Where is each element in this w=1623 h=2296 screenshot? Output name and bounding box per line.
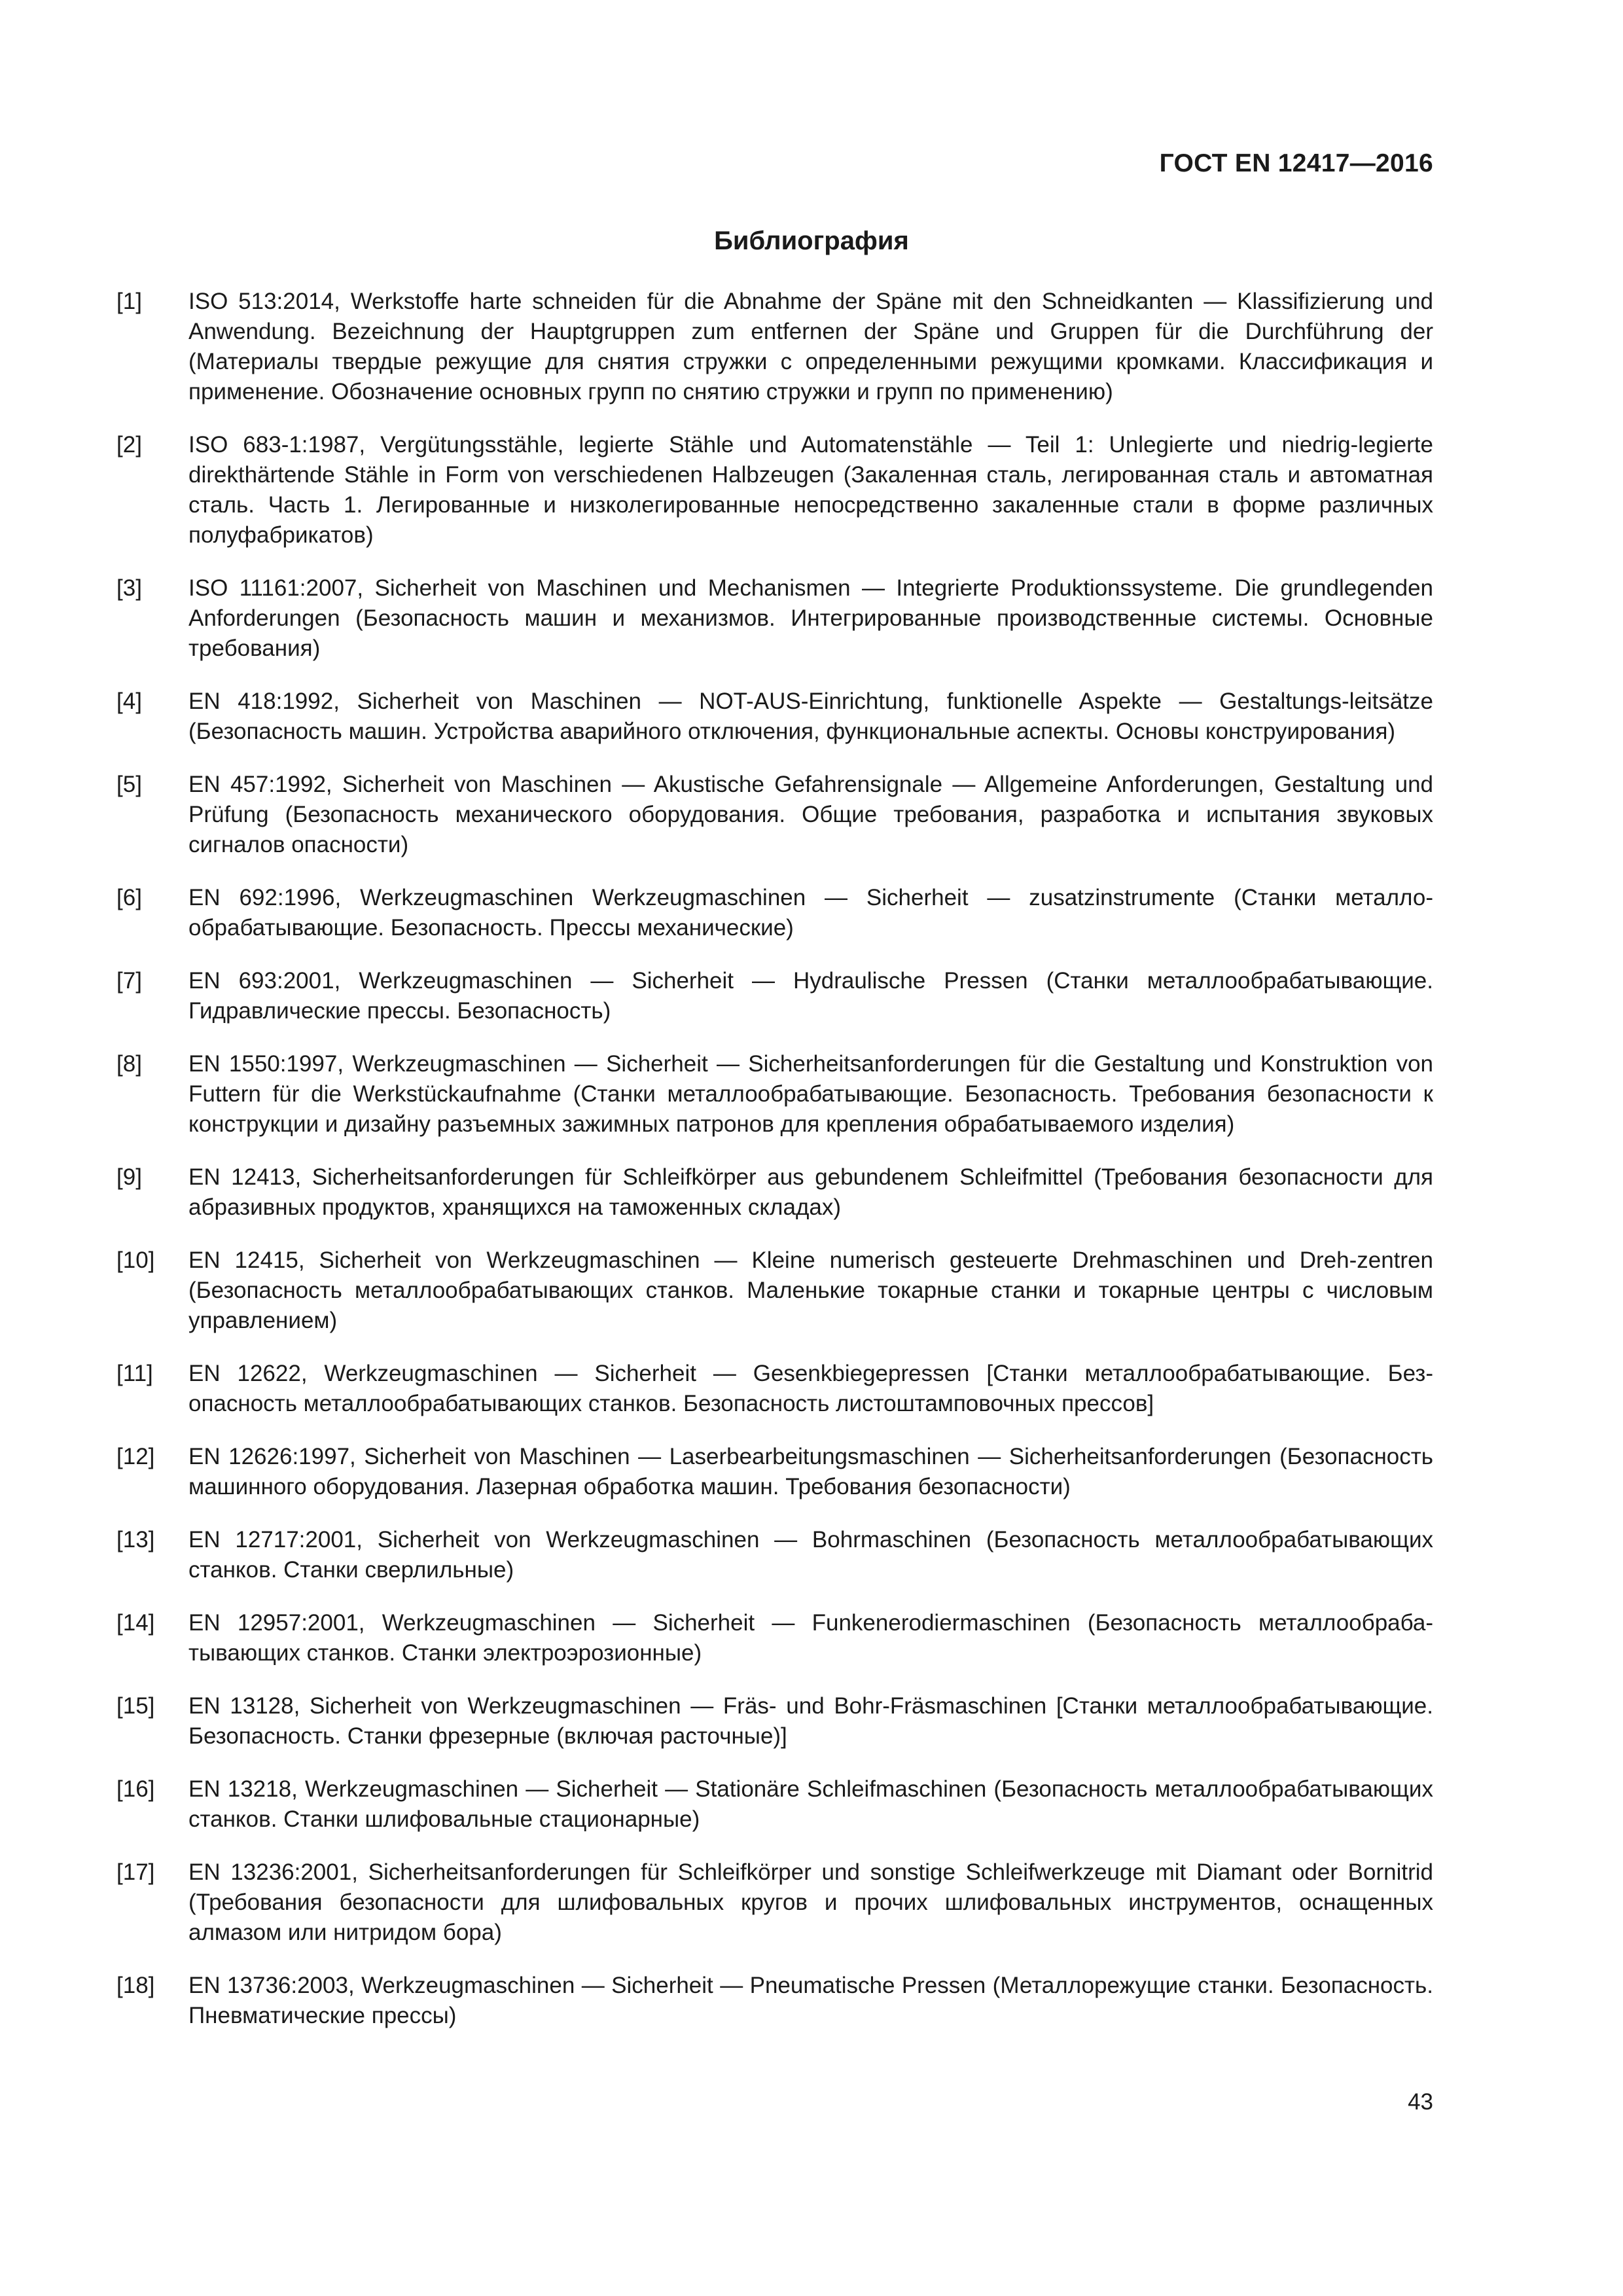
reference-text: ISO 513:2014, Werkstoffe harte schneiden für die Abnahme der Späne mit den Schneidkanten — Klassifizierung und Anwendung. Bezeichnung der Hauptgruppen zum entfernen der Späne und Gruppen für die Durchführung der (Материалы твердые режущие для снятия стружки с определенными режущими кромками. Классификация и применение. Обозначение основных групп по снятию стружки и групп по применению) xyxy=(188,289,1433,404)
reference-item xyxy=(116,1049,1433,1139)
reference-text: ISO 683-1:1987, Vergütungsstähle, legierte Stähle und Automatenstähle — Teil 1: Unlegierte und niedrig-legierte direkthärtende Stähle in Form von verschiedenen Halbzeugen (Закаленная сталь, легированная сталь и автоматная сталь. Часть 1. Легированные и низколегированные непосредственно закаленные стали в форме различных полуфабрикатов) xyxy=(188,432,1433,548)
reference-number: [8] xyxy=(116,1051,142,1077)
reference-item xyxy=(116,966,1433,1026)
reference-text: EN 1550:1997, Werkzeugmaschinen — Sicherheit — Sicherheitsanforderungen für die Gestaltung und Konstruktion von Futtern für die Werkstückaufnahme (Станки металлообрабатывающие. Безопасность. Требования безопасности к конструкции и дизайну разъемных зажимных патронов для крепления обрабатываемого изделия) xyxy=(188,1051,1433,1137)
reference-number: [2] xyxy=(116,432,142,457)
reference-item xyxy=(116,1162,1433,1223)
reference-number: [10] xyxy=(116,1247,155,1273)
reference-number: [14] xyxy=(116,1610,155,1636)
reference-item xyxy=(116,1857,1433,1948)
reference-number: [7] xyxy=(116,968,142,994)
reference-number: [15] xyxy=(116,1693,155,1719)
reference-number: [13] xyxy=(116,1527,155,1552)
reference-text: EN 457:1992, Sicherheit von Maschinen — Akustische Gefahrensignale — Allgemeine Anforderungen, Gestaltung und Prüfung (Безопасность механического оборудования. Общие требования, разработка и испытания звуковых сигналов опасности) xyxy=(188,772,1433,857)
reference-text: EN 13128, Sicherheit von Werkzeugmaschinen — Fräs- und Bohr-Fräsmaschinen [Станки металлообрабатывающие. Безопасность. Станки фрезерные (включая расточные)] xyxy=(188,1693,1433,1749)
reference-item xyxy=(116,1971,1433,2031)
reference-number: [18] xyxy=(116,1973,155,1998)
reference-text: EN 13736:2003, Werkzeugmaschinen — Sicherheit — Pneumatische Pressen (Металлорежущие станки. Безопасность. Пневматические прессы) xyxy=(188,1973,1433,2028)
reference-item xyxy=(116,1525,1433,1585)
reference-list xyxy=(116,287,1433,2054)
reference-text: EN 12413, Sicherheitsanforderungen für Schleifkörper aus gebundenem Schleifmittel (Требования безопасности для абразивных продуктов, хранящихся на таможенных складах) xyxy=(188,1164,1433,1220)
reference-text: ISO 11161:2007, Sicherheit von Maschinen und Mechanismen — Integrierte Produktionssysteme. Die grundlegenden Anforderungen (Безопасность машин и механизмов. Интегрированные производственные системы. Основные требования) xyxy=(188,575,1433,661)
reference-item xyxy=(116,1691,1433,1751)
reference-item xyxy=(116,573,1433,664)
reference-text: EN 13236:2001, Sicherheitsanforderungen für Schleifkörper und sonstige Schleifwerkzeuge mit Diamant oder Bornitrid (Требования безопасности для шлифовальных кругов и прочих шлифовальных инструментов, оснащенных алмазом или нитридом бора) xyxy=(188,1859,1433,1945)
reference-item xyxy=(116,687,1433,747)
section-title: Библиография xyxy=(714,226,909,255)
reference-number: [5] xyxy=(116,772,142,797)
document-header: ГОСТ EN 12417—2016 xyxy=(1159,149,1433,177)
reference-number: [1] xyxy=(116,289,142,314)
reference-text: EN 12957:2001, Werkzeugmaschinen — Sicherheit — Funkenerodiermaschinen (Безопасность металлообрабатывающих станков. Станки электроэрозионные) xyxy=(188,1610,1433,1666)
reference-number: [3] xyxy=(116,575,142,601)
reference-number: [6] xyxy=(116,885,142,910)
reference-text: EN 12626:1997, Sicherheit von Maschinen — Laserbearbeitungsmaschinen — Sicherheitsanforderungen (Безопасность машинного оборудования. Лазерная обработка машин. Требования безопасности) xyxy=(188,1444,1433,1499)
reference-number: [4] xyxy=(116,689,142,714)
reference-text: EN 13218, Werkzeugmaschinen — Sicherheit — Stationäre Schleifmaschinen (Безопасность металлообрабатывающих станков. Станки шлифовальные стационарные) xyxy=(188,1776,1433,1832)
reference-item xyxy=(116,287,1433,407)
reference-text: EN 12622, Werkzeugmaschinen — Sicherheit — Gesenkbiegepressen [Станки металлообрабатывающие. Безопасность металлообрабатывающих станков. Безопасность листоштамповочных прессов] xyxy=(188,1361,1433,1416)
reference-number: [9] xyxy=(116,1164,142,1190)
reference-number: [17] xyxy=(116,1859,155,1885)
reference-item xyxy=(116,1442,1433,1502)
reference-text: EN 693:2001, Werkzeugmaschinen — Sicherheit — Hydraulische Pressen (Станки металлообрабатывающие. Гидравлические прессы. Безопасность) xyxy=(188,968,1433,1024)
reference-item xyxy=(116,1608,1433,1668)
reference-text: EN 12415, Sicherheit von Werkzeugmaschinen — Kleine numerisch gesteuerte Drehmaschinen und Dreh-zentren (Безопасность металлообрабатывающих станков. Маленькие токарные станки и токарные центры с числовым управлением) xyxy=(188,1247,1433,1333)
page-number: 43 xyxy=(1408,2089,1433,2115)
reference-text: EN 418:1992, Sicherheit von Maschinen — NOT-AUS-Einrichtung, funktionelle Aspekte — Gestaltungs-leitsätze (Безопасность машин. Устройства аварийного отключения, функциональные аспекты. Основы конструирования) xyxy=(188,689,1433,744)
reference-number: [12] xyxy=(116,1444,155,1469)
reference-item xyxy=(116,1359,1433,1419)
reference-text: EN 692:1996, Werkzeugmaschinen Werkzeugmaschinen — Sicherheit — zusatzinstrumente (Станки металлообрабатывающие. Безопасность. Прессы механические) xyxy=(188,885,1433,941)
reference-item xyxy=(116,770,1433,860)
reference-item xyxy=(116,1774,1433,1835)
reference-text: EN 12717:2001, Sicherheit von Werkzeugmaschinen — Bohrmaschinen (Безопасность металлообрабатывающих станков. Станки сверлильные) xyxy=(188,1527,1433,1583)
reference-item xyxy=(116,883,1433,943)
reference-number: [11] xyxy=(116,1361,153,1386)
reference-number: [16] xyxy=(116,1776,155,1802)
reference-item xyxy=(116,1246,1433,1336)
reference-item xyxy=(116,430,1433,550)
